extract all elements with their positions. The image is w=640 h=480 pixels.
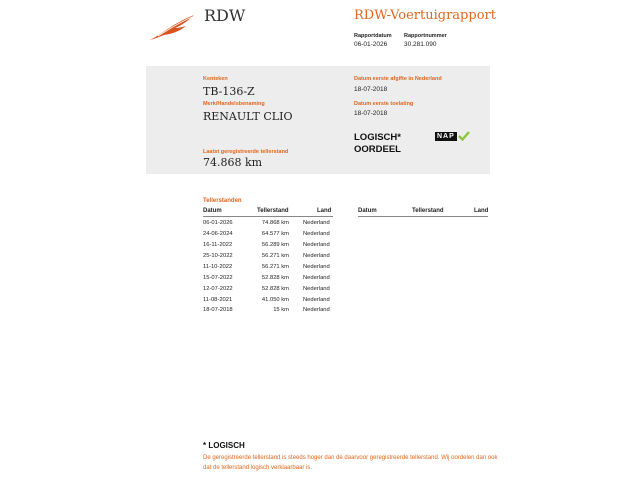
- tellerstand-label: Laatst geregistreerde tellerstand: [203, 149, 289, 155]
- rapportnummer-label: Rapportnummer: [404, 33, 447, 39]
- merk-label: Merk/Handelsbenaming: [203, 101, 265, 107]
- logisch-oordeel: [354, 132, 401, 156]
- table-row: [203, 264, 333, 275]
- rdw-logo-icon: [148, 12, 198, 42]
- nap-label: NAP: [437, 132, 455, 140]
- table-row: [203, 220, 333, 231]
- row-datum: 11-10-2022: [203, 264, 233, 270]
- row-datum: 15-07-2022: [203, 275, 233, 281]
- table-divider: [203, 216, 333, 217]
- row-tellerstand: 56.271 km: [261, 253, 289, 259]
- col-header-datum-2: Datum: [358, 208, 377, 214]
- col-header-tellerstand: Tellerstand: [257, 208, 289, 214]
- table-row: [203, 242, 333, 253]
- row-land: Nederland: [303, 275, 330, 281]
- rapportnummer-value: 30.281.090: [404, 41, 437, 48]
- row-datum: 16-11-2022: [203, 242, 233, 248]
- col-header-datum: Datum: [203, 208, 222, 214]
- eerste-afgifte-value: 18-07-2018: [354, 86, 388, 93]
- table-divider-2: [358, 216, 488, 217]
- eerste-toelating-label: Datum eerste toelating: [354, 101, 414, 107]
- row-datum: 25-10-2022: [203, 253, 233, 259]
- row-land: Nederland: [303, 307, 330, 313]
- table-row: [203, 307, 333, 318]
- eerste-toelating-value: 18-07-2018: [354, 110, 388, 117]
- row-tellerstand: 41.050 km: [261, 297, 289, 303]
- row-land: Nederland: [303, 286, 330, 292]
- tellerstanden-label: Tellerstanden: [203, 198, 242, 204]
- report-title: RDW-Voertuigrapport: [354, 8, 496, 23]
- kenteken-label: Kenteken: [203, 76, 228, 82]
- merk-value: RENAULT CLIO: [203, 110, 293, 123]
- rapportdatum-value: 06-01-2026: [354, 41, 388, 48]
- row-datum: 12-07-2022: [203, 286, 233, 292]
- row-land: Nederland: [303, 253, 330, 259]
- col-header-land: Land: [317, 208, 332, 214]
- table-row: [203, 286, 333, 297]
- row-datum: 11-08-2021: [203, 297, 233, 303]
- vehicle-summary-panel: [146, 66, 490, 174]
- rapportdatum-label: Rapportdatum: [354, 33, 392, 39]
- row-tellerstand: 52.828 km: [261, 286, 289, 292]
- row-tellerstand: 74.868 km: [261, 220, 289, 226]
- row-land: Nederland: [303, 264, 330, 270]
- footnote-title: * LOGISCH: [203, 441, 245, 450]
- nap-badge: [435, 130, 470, 142]
- table-row: [203, 253, 333, 264]
- tellerstand-value: 74.868 km: [203, 156, 263, 169]
- row-datum: 06-01-2026: [203, 220, 233, 226]
- checkmark-icon: [458, 130, 470, 142]
- row-tellerstand: 56.271 km: [261, 264, 289, 270]
- eerste-afgifte-label: Datum eerste afgifte in Nederland: [354, 76, 442, 82]
- row-land: Nederland: [303, 231, 330, 237]
- row-tellerstand: 56.289 km: [261, 242, 289, 248]
- row-land: Nederland: [303, 242, 330, 248]
- row-tellerstand: 52.828 km: [261, 275, 289, 281]
- oordeel-line-2: OORDEEL: [354, 144, 401, 155]
- row-datum: 18-07-2018: [203, 307, 233, 313]
- table-row: [203, 275, 333, 286]
- brand-name: RDW: [204, 6, 246, 25]
- row-tellerstand: 64.577 km: [261, 231, 289, 237]
- row-land: Nederland: [303, 297, 330, 303]
- table-row: [203, 231, 333, 242]
- footnote-text: De geregistreerde tellerstand is steeds hoger dan de daarvoor geregistreerde tellerstand. Wij oordelen dan ook dat de tellerstand logisch verklaarbaar is.: [203, 455, 498, 471]
- oordeel-line-1: LOGISCH*: [354, 132, 401, 143]
- row-datum: 24-06-2024: [203, 231, 233, 237]
- col-header-land-2: Land: [474, 208, 489, 214]
- row-tellerstand: 15 km: [273, 307, 289, 313]
- col-header-tellerstand-2: Tellerstand: [412, 208, 444, 214]
- row-land: Nederland: [303, 220, 330, 226]
- kenteken-value: TB-136-Z: [203, 85, 255, 98]
